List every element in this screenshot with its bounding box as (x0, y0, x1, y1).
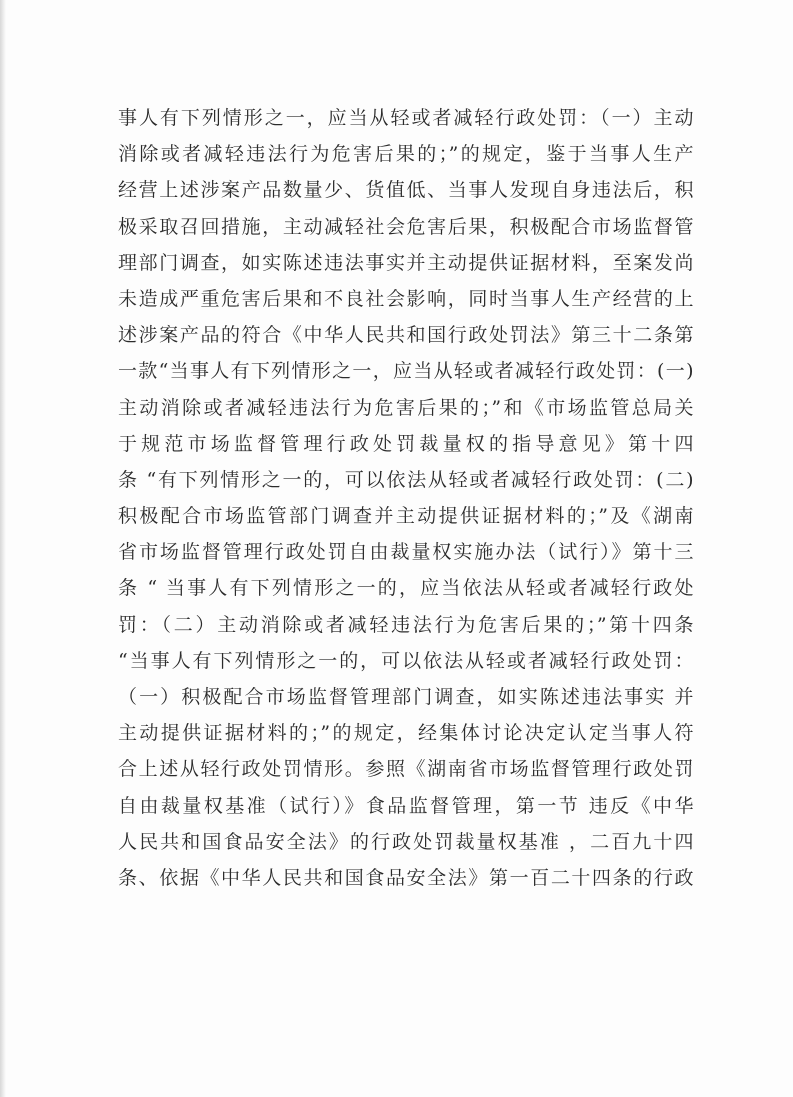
text-line: 消除或者减轻违法行为危害后果的；”的规定，鉴于当事人生产 (118, 143, 694, 166)
text-line: 一款“当事人有下列情形之一，应当从轻或者减轻行政处罚：(一) (118, 360, 694, 383)
text-line: 主动消除或者减轻违法行为危害后果的；”和《市场监管总局关 (118, 396, 694, 419)
text-line: 条、依据《中华人民共和国食品安全法》第一百二十四条的行政 (118, 866, 694, 889)
text-line: 事人有下列情形之一，应当从轻或者减轻行政处罚：（一）主动 (118, 107, 694, 129)
text-line: 条 “ 当事人有下列情形之一的，应当依法从轻或者减轻行政处 (118, 577, 694, 600)
text-line: 积极配合市场监管部门调查并主动提供证据材料的；”及《湖南 (118, 505, 694, 528)
text-line: 罚：（二）主动消除或者减轻违法行为危害后果的；”第十四条 (118, 613, 694, 636)
text-line: 省市场监督管理行政处罚自由裁量权实施办法（试行）》第十三 (118, 541, 694, 564)
body-text (118, 100, 694, 896)
text-line: 极采取召回措施，主动减轻社会危害后果，积极配合市场监督管 (118, 215, 694, 238)
text-line: 合上述从轻行政处罚情形。参照《湖南省市场监督管理行政处罚 (118, 758, 694, 781)
text-line: 理部门调查，如实陈述违法事实并主动提供证据材料，至案发尚 (118, 251, 694, 274)
text-line: 于规范市场监督管理行政处罚裁量权的指导意见》第十四 (118, 432, 694, 455)
text-line: 自由裁量权基准（试行）》食品监督管理，第一节 违反《中华 (118, 794, 694, 817)
text-line: （一）积极配合市场监督管理部门调查，如实陈述违法事实 并 (118, 686, 694, 708)
text-line: “当事人有下列情形之一的，可以依法从轻或者减轻行政处罚： (118, 649, 694, 672)
text-line: 人民共和国食品安全法》的行政处罚裁量权基准 ，二百九十四 (118, 830, 694, 853)
text-line: 经营上述涉案产品数量少、货值低、当事人发现自身违法后，积 (118, 179, 694, 202)
text-line: 条 “有下列情形之一的，可以依法从轻或者减轻行政处罚：(二) (118, 468, 694, 491)
text-line: 述涉案产品的符合《中华人民共和国行政处罚法》第三十二条第 (118, 324, 694, 347)
text-line: 未造成严重危害后果和不良社会影响，同时当事人生产经营的上 (118, 287, 694, 310)
scan-edge-shadow (0, 0, 6, 1097)
text-line: 主动提供证据材料的；”的规定，经集体讨论决定认定当事人符 (118, 722, 694, 745)
